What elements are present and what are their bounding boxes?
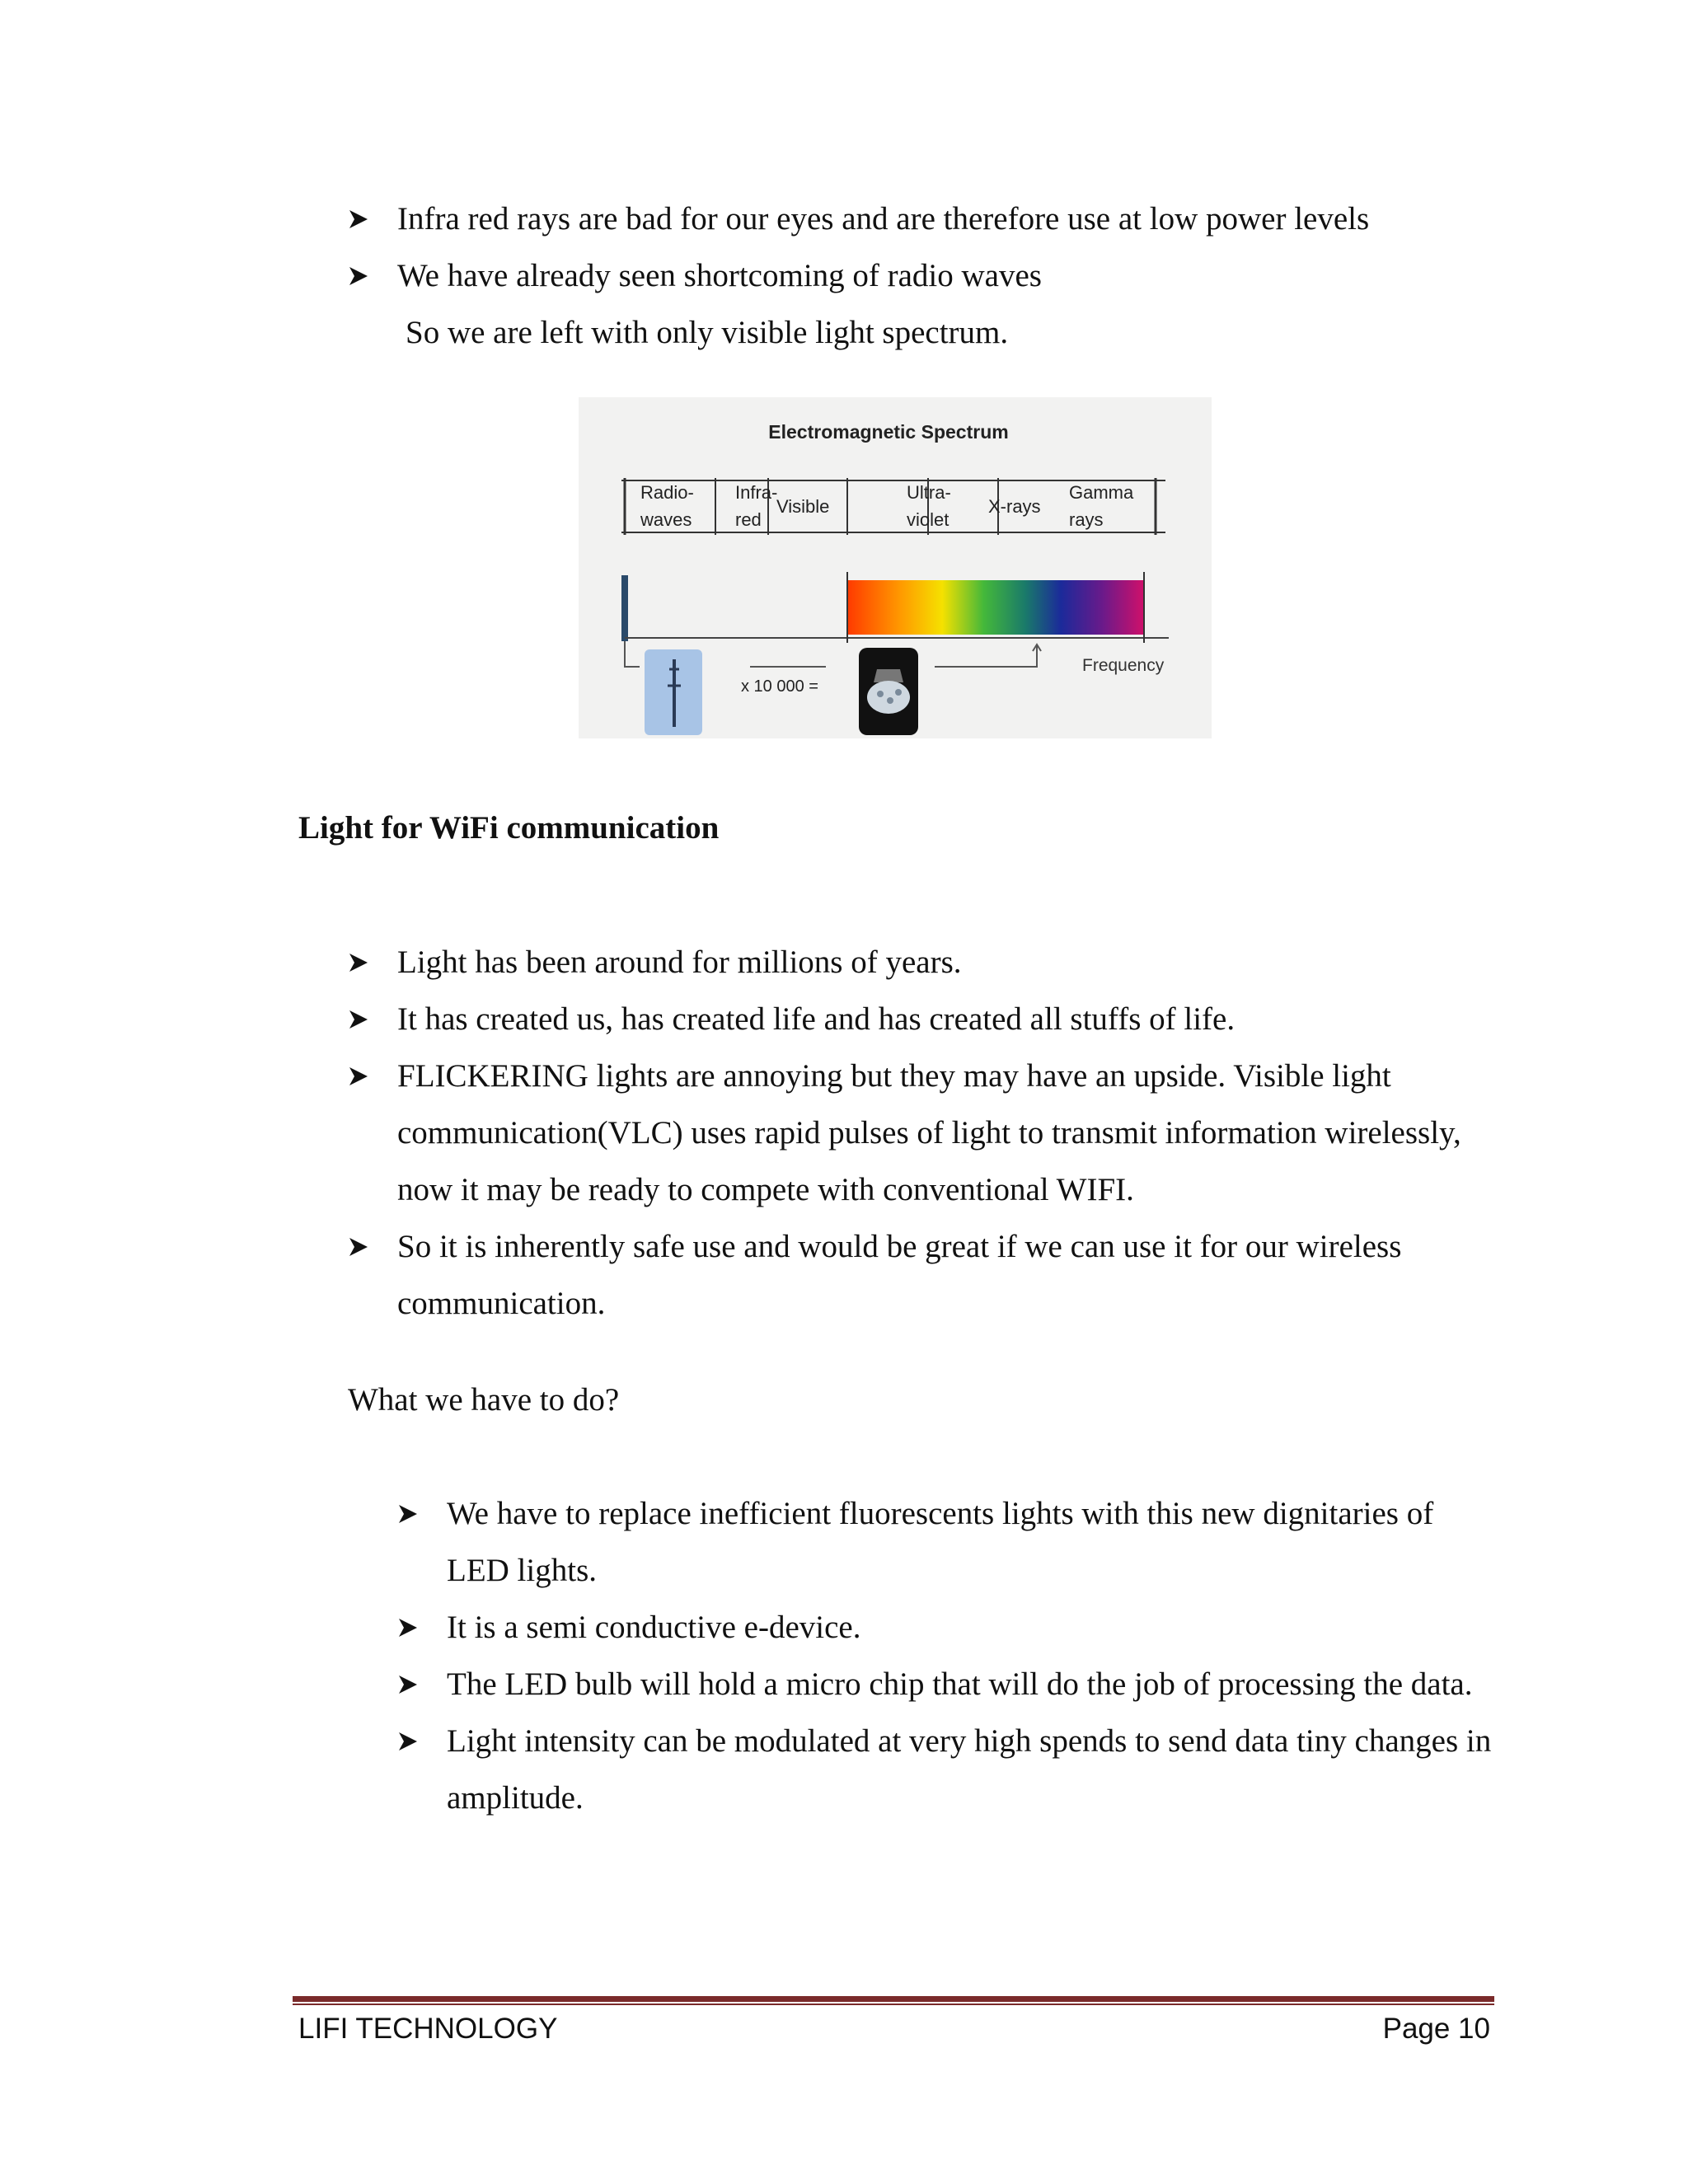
bullet-item	[397, 1485, 1502, 1599]
radio-antenna-icon	[645, 649, 702, 735]
band-label-ultraviolet-2: violet	[907, 509, 950, 530]
footer-document-title: LIFI TECHNOLOGY	[298, 2013, 558, 2045]
bullet-text: It is a semi conductive e-device.	[447, 1610, 861, 1645]
arrowhead-bullet-icon	[397, 1731, 419, 1752]
bullet-text: Infra red rays are bad for our eyes and are therefore use at low power levels	[397, 201, 1370, 237]
bullet-text: FLICKERING lights are annoying but they may have an upside. Visible light communication(VLC) uses rapid pulses of light to transmit information wirelessly, now it may be ready to compete with conventional WIFI.	[397, 1058, 1461, 1207]
bullet-item	[348, 1047, 1469, 1218]
tasks-bullet-list	[397, 1485, 1502, 1826]
arrowhead-bullet-icon	[397, 1674, 419, 1695]
band-label-xrays: X-rays	[988, 496, 1041, 517]
arrowhead-bullet-icon	[348, 952, 369, 973]
arrowhead-bullet-icon	[348, 209, 369, 230]
band-label-gamma: Gamma	[1069, 482, 1134, 503]
band-label-radio-2: waves	[640, 509, 692, 530]
intro-note: So we are left with only visible light spectrum.	[406, 315, 1009, 350]
figure-title: Electromagnetic Spectrum	[768, 421, 1009, 443]
bullet-item	[348, 1218, 1469, 1332]
bullet-text: It has created us, has created life and has created all stuffs of life.	[397, 1001, 1236, 1037]
arrowhead-bullet-icon	[397, 1503, 419, 1525]
bullet-item	[397, 1599, 1502, 1656]
frequency-axis-label: Frequency	[1082, 656, 1165, 675]
arrowhead-bullet-icon	[348, 1236, 369, 1258]
wifi-bullet-list	[348, 934, 1469, 1332]
electromagnetic-spectrum-figure	[579, 397, 1212, 738]
footer-rule	[293, 1996, 1494, 2006]
bullet-item	[348, 190, 1502, 247]
spectrum-bar	[621, 572, 1169, 643]
band-label-gamma-2: rays	[1069, 509, 1104, 530]
intro-bullet-list	[348, 190, 1502, 304]
question-text: What we have to do?	[348, 1382, 620, 1418]
bullet-item	[348, 934, 1469, 991]
arrowhead-bullet-icon	[397, 1617, 419, 1638]
bullet-item	[397, 1713, 1502, 1826]
bullet-text: We have already seen shortcoming of radio waves	[397, 258, 1042, 293]
footer-page-number: Page 10	[1382, 2013, 1490, 2045]
band-label-visible: Visible	[776, 496, 830, 517]
footer-rule-thick	[293, 1996, 1494, 2002]
bullet-text: So it is inherently safe use and would be great if we can use it for our wireless communication.	[397, 1229, 1402, 1321]
bullet-text: Light intensity can be modulated at very high spends to send data tiny changes in amplitude.	[447, 1723, 1492, 1816]
arrowhead-bullet-icon	[348, 265, 369, 287]
arrowhead-bullet-icon	[348, 1066, 369, 1087]
multiplier-label: x 10 000 =	[741, 677, 818, 696]
band-label-infrared-2: red	[735, 509, 762, 530]
bullet-item	[348, 991, 1469, 1047]
band-label-radio: Radio-	[640, 482, 694, 503]
bullet-item	[348, 247, 1502, 304]
visible-light-gradient	[847, 580, 1144, 635]
section-heading: Light for WiFi communication	[298, 810, 720, 846]
led-bulb-icon	[859, 648, 918, 735]
footer-rule-thin	[293, 2004, 1494, 2005]
band-label-infrared: Infra-	[735, 482, 778, 503]
bullet-text: Light has been around for millions of years.	[397, 944, 962, 980]
bullet-text: The LED bulb will hold a micro chip that will do the job of processing the data.	[447, 1666, 1473, 1702]
bullet-text: We have to replace inefficient fluorescents lights with this new dignitaries of LED lights.	[447, 1496, 1434, 1588]
band-label-ultraviolet: Ultra-	[907, 482, 951, 503]
bullet-item	[397, 1656, 1502, 1713]
arrowhead-bullet-icon	[348, 1009, 369, 1030]
